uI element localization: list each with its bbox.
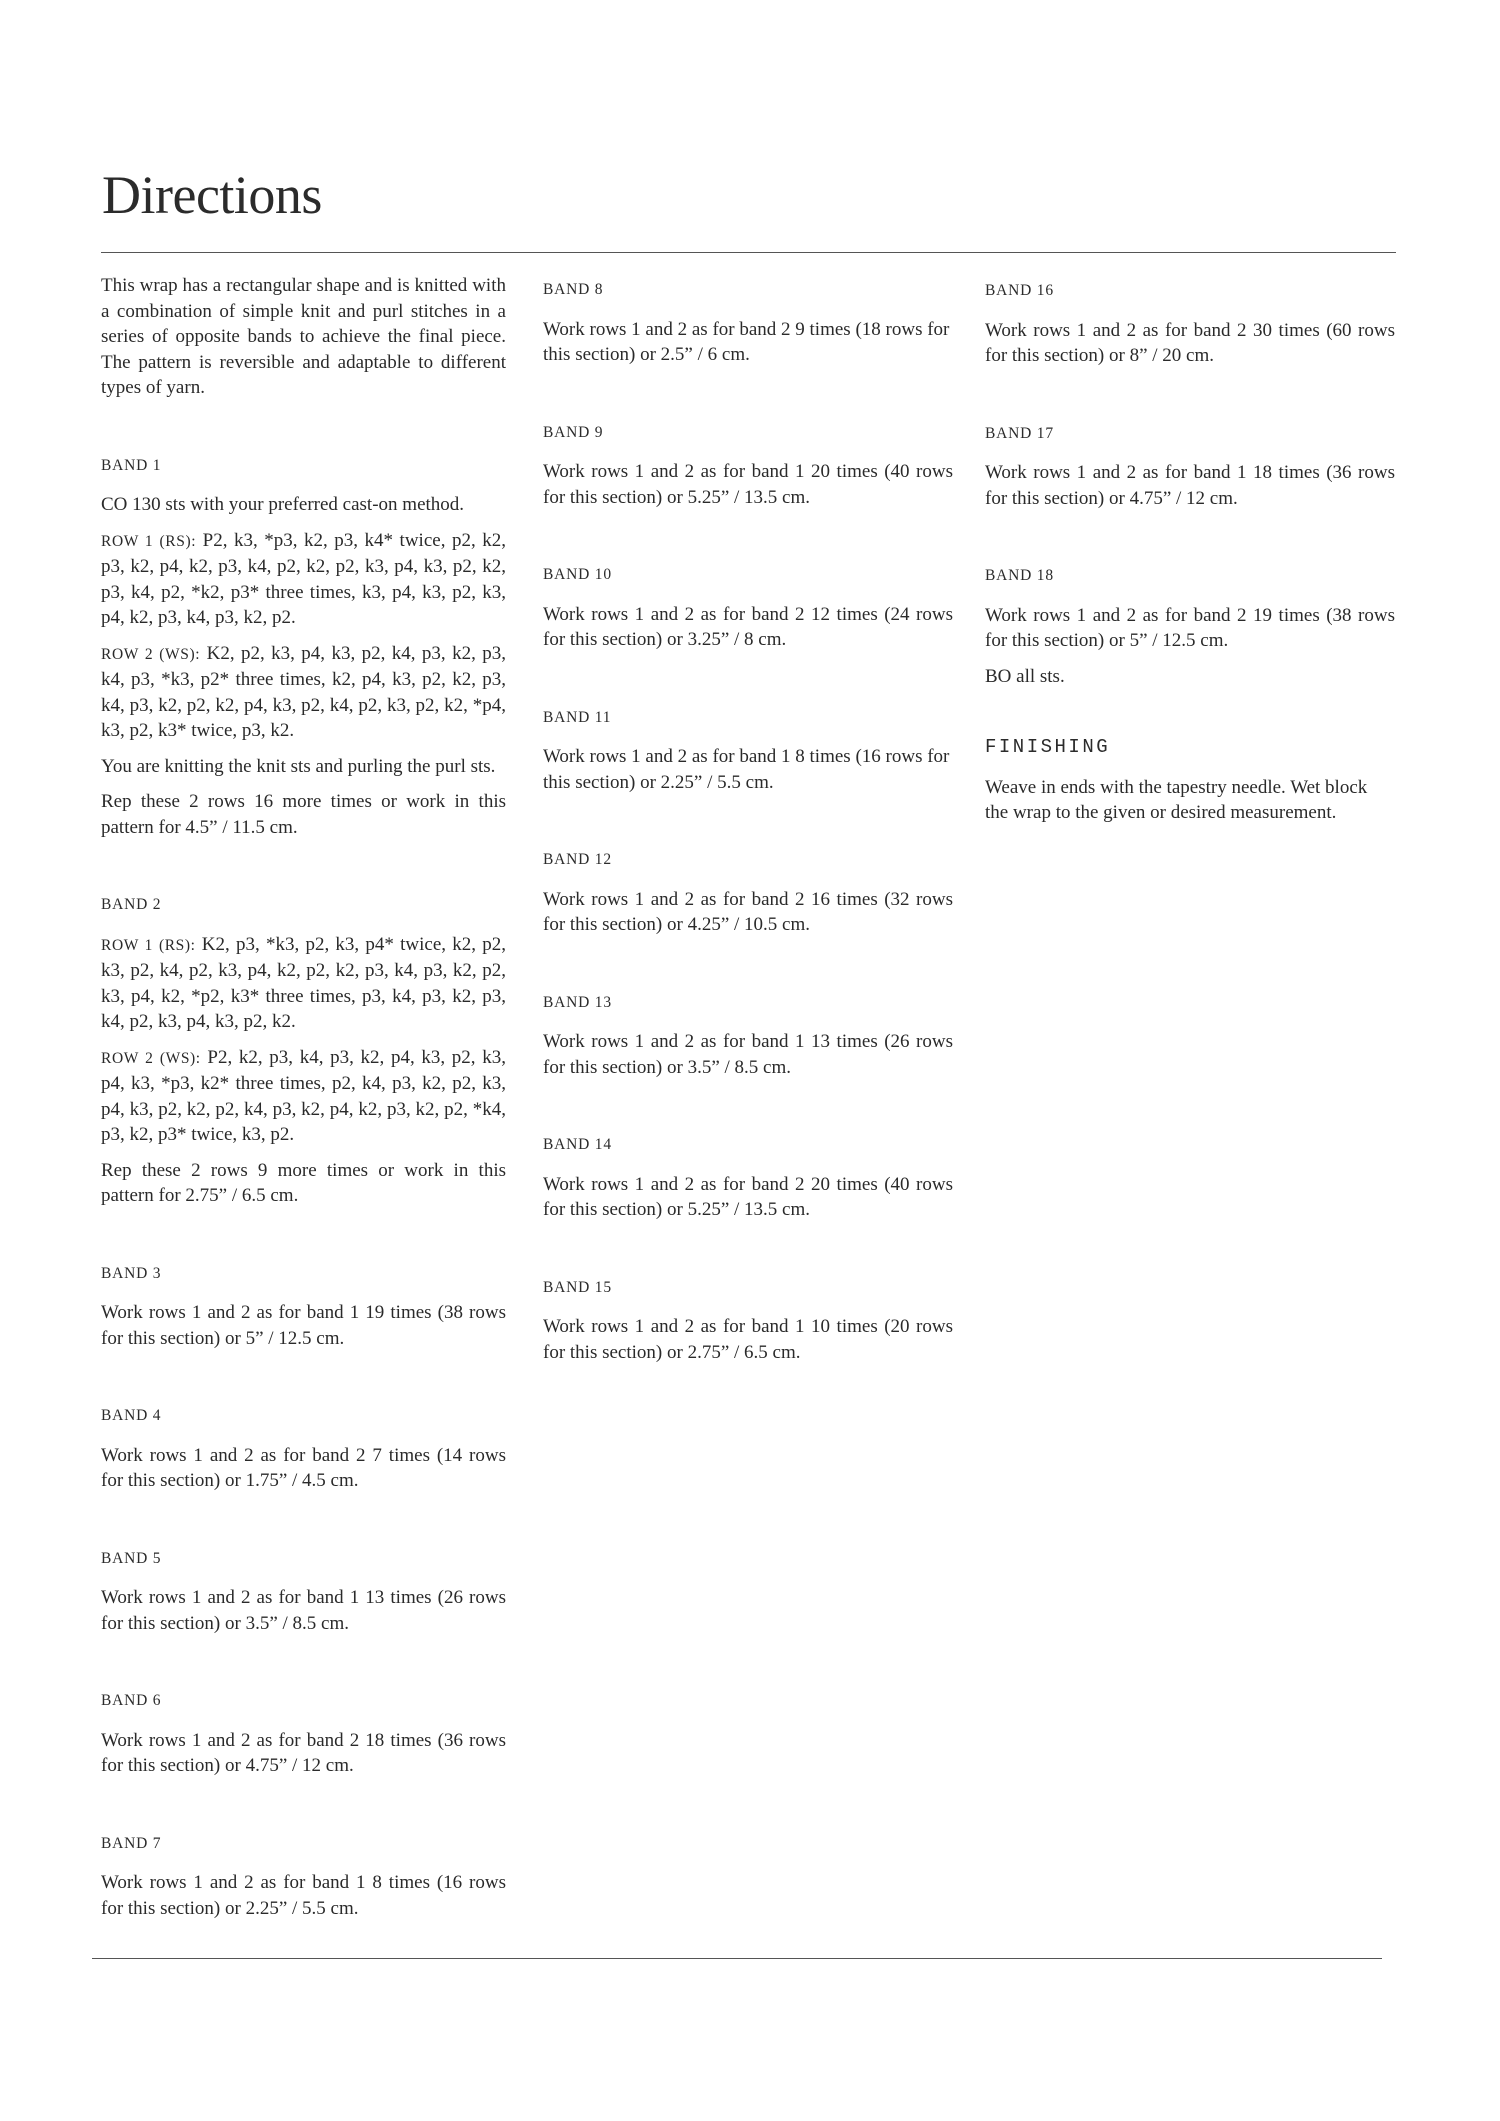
band-1-heading: BAND 1 bbox=[101, 456, 162, 474]
band-5-heading: BAND 5 bbox=[101, 1549, 162, 1567]
band-6-text: Work rows 1 and 2 as for band 2 18 times (36 rows for this section) or 4.75” / 12 cm. bbox=[101, 1729, 506, 1776]
band-2-row-1 bbox=[101, 932, 506, 1035]
band-7-text: Work rows 1 and 2 as for band 1 8 times (16 rows for this section) or 2.25” / 5.5 cm. bbox=[101, 1872, 506, 1919]
band-13-text: Work rows 1 and 2 as for band 1 13 times (26 rows for this section) or 3.5” / 8.5 cm. bbox=[543, 1031, 953, 1078]
band-10-text: Work rows 1 and 2 as for band 2 12 times (24 rows for this section) or 3.25” / 8 cm. bbox=[543, 603, 953, 650]
band-4-text: Work rows 1 and 2 as for band 2 7 times (14 rows for this section) or 1.75” / 4.5 cm. bbox=[101, 1444, 506, 1491]
band-6-section bbox=[101, 1688, 506, 1779]
band-14-section bbox=[543, 1132, 953, 1223]
column-left bbox=[101, 273, 506, 1931]
band-1-cast-on: CO 130 sts with your preferred cast-on method. bbox=[101, 494, 465, 515]
band-18-text: Work rows 1 and 2 as for band 2 19 times (38 rows for this section) or 5” / 12.5 cm. bbox=[985, 604, 1395, 651]
band-15-section bbox=[543, 1275, 953, 1366]
band-3-section bbox=[101, 1261, 506, 1352]
band-18-section bbox=[985, 563, 1395, 689]
row-2-label: ROW 2 (WS): bbox=[101, 645, 201, 663]
band-16-section bbox=[985, 278, 1395, 369]
row-2-label: ROW 2 (WS): bbox=[101, 1049, 201, 1067]
finishing-text: Weave in ends with the tapestry needle. Wet block the wrap to the given or desired measurement. bbox=[985, 776, 1368, 823]
band-3-heading: BAND 3 bbox=[101, 1264, 162, 1282]
row-2-text: P2, k2, p3, k4, p3, k2, p4, k3, p2, k3, p4, k3, *p3, k2* three times, p2, k4, p3, k2, p2, k3, p4, k3, p2, k2, p2, k4, p3, k2, p4, k2, p3, k2, p2, *k4, p3, k2, p3* twice, k3, p2. bbox=[101, 1046, 506, 1145]
band-16-text: Work rows 1 and 2 as for band 2 30 times (60 rows for this section) or 8” / 20 cm. bbox=[985, 319, 1395, 366]
finishing-heading: FINISHING bbox=[985, 736, 1111, 758]
band-5-text: Work rows 1 and 2 as for band 1 13 times (26 rows for this section) or 3.5” / 8.5 cm. bbox=[101, 1587, 506, 1634]
band-2-row-2 bbox=[101, 1045, 506, 1148]
band-4-section bbox=[101, 1403, 506, 1494]
band-12-text: Work rows 1 and 2 as for band 2 16 times (32 rows for this section) or 4.25” / 10.5 cm. bbox=[543, 888, 953, 935]
band-9-section bbox=[543, 420, 953, 511]
intro-paragraph: This wrap has a rectangular shape and is knitted with a combination of simple knit and purl stitches in a series of opposite bands to achieve the final piece. The pattern is reversible and adaptable to different types of yarn. bbox=[101, 275, 506, 398]
page-title: Directions bbox=[102, 165, 322, 225]
band-2-heading: BAND 2 bbox=[101, 896, 162, 913]
row-2-text: K2, p2, k3, p4, k3, p2, k4, p3, k2, p3, k4, p3, *k3, p2* three times, k2, p4, k3, p2, k2, p3, k4, p3, k2, p2, k2, p4, k3, p2, k4, p2, k3, p2, k2, *p4, k3, p2, k3* twice, p3, k2. bbox=[101, 642, 506, 741]
band-11-section bbox=[543, 705, 953, 796]
bottom-divider bbox=[92, 1958, 1382, 1959]
band-7-section bbox=[101, 1831, 506, 1922]
band-2-section bbox=[101, 892, 506, 1209]
band-17-text: Work rows 1 and 2 as for band 1 18 times (36 rows for this section) or 4.75” / 12 cm. bbox=[985, 462, 1395, 509]
band-18-bind-off: BO all sts. bbox=[985, 665, 1065, 687]
band-17-heading: BAND 17 bbox=[985, 424, 1054, 442]
row-1-label: ROW 1 (RS): bbox=[101, 532, 197, 550]
band-7-heading: BAND 7 bbox=[101, 1834, 162, 1852]
row-1-label: ROW 1 (RS): bbox=[101, 936, 196, 954]
band-13-heading: BAND 13 bbox=[543, 993, 612, 1011]
band-9-heading: BAND 9 bbox=[543, 423, 604, 441]
band-3-text: Work rows 1 and 2 as for band 1 19 times (38 rows for this section) or 5” / 12.5 cm. bbox=[101, 1302, 506, 1349]
band-14-text: Work rows 1 and 2 as for band 2 20 times (40 rows for this section) or 5.25” / 13.5 cm. bbox=[543, 1173, 953, 1220]
band-2-repeat: Rep these 2 rows 9 more times or work in this pattern for 2.75” / 6.5 cm. bbox=[101, 1159, 506, 1206]
band-4-heading: BAND 4 bbox=[101, 1407, 162, 1424]
row-1-text: P2, k3, *p3, k2, p3, k4* twice, p2, k2, p3, k2, p4, k2, p3, k4, p2, k2, p2, k3, p4, k3, p2, k2, p3, k4, p2, *k2, p3* three times, k3, p4, k3, p2, k3, p4, k2, p3, k4, p3, k2, p2. bbox=[101, 529, 506, 628]
band-13-section bbox=[543, 990, 953, 1081]
band-1-row-2 bbox=[101, 641, 506, 744]
column-right bbox=[985, 278, 1395, 836]
band-8-heading: BAND 8 bbox=[543, 281, 604, 298]
band-11-text: Work rows 1 and 2 as for band 1 8 times (16 rows for this section) or 2.25” / 5.5 cm. bbox=[543, 746, 950, 793]
band-16-heading: BAND 16 bbox=[985, 282, 1054, 299]
band-17-section bbox=[985, 421, 1395, 512]
band-15-heading: BAND 15 bbox=[543, 1278, 612, 1296]
band-10-section bbox=[543, 562, 953, 653]
band-6-heading: BAND 6 bbox=[101, 1692, 162, 1709]
row-1-text: K2, p3, *k3, p2, k3, p4* twice, k2, p2, k3, p2, k4, p2, k3, p4, k2, p2, k2, p3, k4, p3, k2, p2, k3, p4, k2, *p2, k3* three times, p3, k4, p3, k2, p3, k4, p2, k3, p4, k3, p2, k2. bbox=[101, 933, 506, 1032]
band-8-text: Work rows 1 and 2 as for band 2 9 times (18 rows for this section) or 2.5” / 6 cm. bbox=[543, 318, 950, 365]
band-15-text: Work rows 1 and 2 as for band 1 10 times (20 rows for this section) or 2.75” / 6.5 cm. bbox=[543, 1316, 953, 1363]
top-divider bbox=[101, 252, 1396, 253]
band-1-row-1 bbox=[101, 528, 506, 631]
band-8-section bbox=[543, 277, 953, 368]
band-1-repeat: Rep these 2 rows 16 more times or work in this pattern for 4.5” / 11.5 cm. bbox=[101, 791, 506, 838]
band-1-section bbox=[101, 453, 506, 841]
band-9-text: Work rows 1 and 2 as for band 1 20 times (40 rows for this section) or 5.25” / 13.5 cm. bbox=[543, 461, 953, 508]
band-14-heading: BAND 14 bbox=[543, 1136, 612, 1153]
finishing-section bbox=[985, 735, 1395, 826]
band-11-heading: BAND 11 bbox=[543, 708, 612, 726]
band-5-section bbox=[101, 1546, 506, 1637]
band-12-section bbox=[543, 847, 953, 938]
band-10-heading: BAND 10 bbox=[543, 566, 612, 583]
band-18-heading: BAND 18 bbox=[985, 567, 1054, 584]
band-12-heading: BAND 12 bbox=[543, 851, 612, 868]
column-middle bbox=[543, 277, 953, 1375]
band-1-note: You are knitting the knit sts and purling the purl sts. bbox=[101, 755, 496, 777]
